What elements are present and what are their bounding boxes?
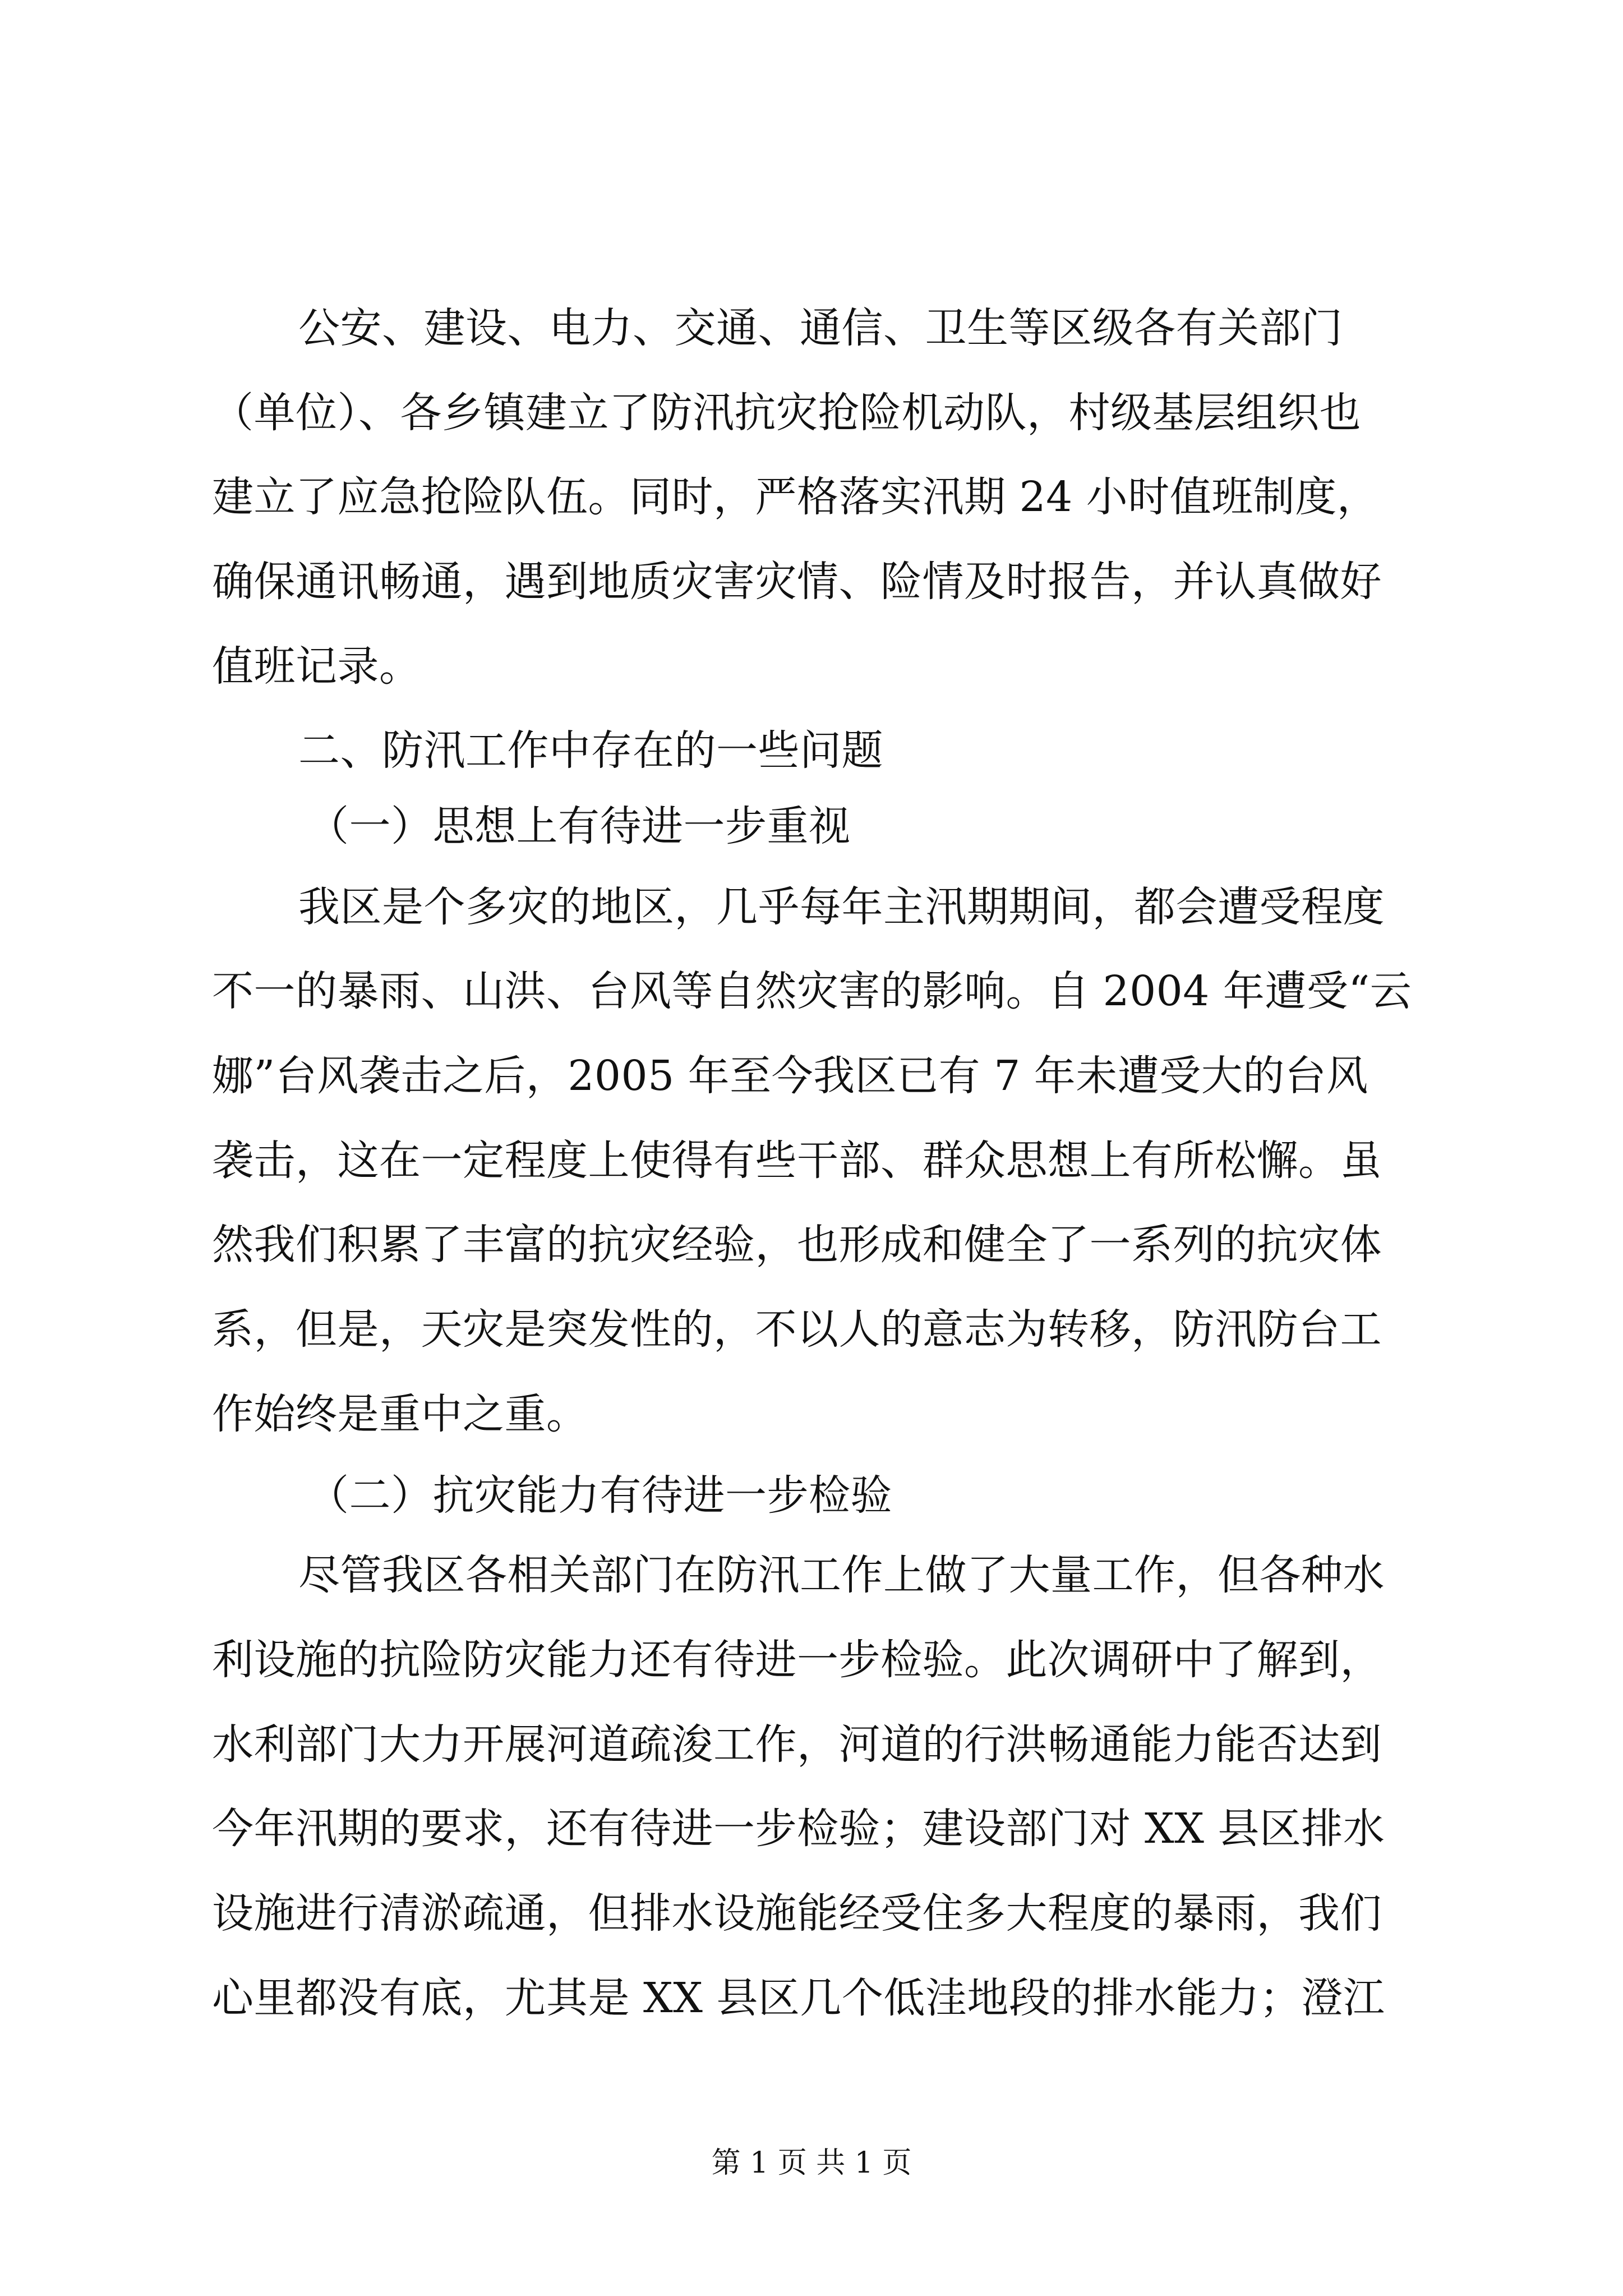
paragraph-line: （单位）、各乡镇建立了防汛抗灾抢险机动队，村级基层组织也 bbox=[212, 389, 1361, 437]
subsection-heading: （二）抗灾能力有待进一步检验 bbox=[307, 1471, 892, 1520]
section-heading: 二、防汛工作中存在的一些问题 bbox=[298, 726, 883, 775]
page-footer: 第 1 页 共 1 页 bbox=[711, 2146, 912, 2180]
paragraph-line: 我区是个多灾的地区，几乎每年主汛期期间，都会遭受程度 bbox=[298, 883, 1385, 931]
paragraph-line: 值班记录。 bbox=[212, 642, 421, 691]
paragraph-line: 今年汛期的要求，还有待进一步检验；建设部门对 XX 县区排水 bbox=[212, 1805, 1385, 1853]
paragraph-line: 不一的暴雨、山洪、台风等自然灾害的影响。自 2004 年遭受“云 bbox=[212, 967, 1412, 1015]
paragraph-line: 设施进行清淤疏通，但排水设施能经受住多大程度的暴雨，我们 bbox=[212, 1889, 1382, 1938]
paragraph-line: 袭击，这在一定程度上使得有些干部、群众思想上有所松懈。虽 bbox=[212, 1137, 1382, 1185]
paragraph-line: 利设施的抗险防灾能力还有待进一步检验。此次调研中了解到， bbox=[212, 1636, 1382, 1684]
paragraph-line: 建立了应急抢险队伍。同时，严格落实汛期 24 小时值班制度， bbox=[212, 473, 1379, 521]
paragraph-line: 确保通讯畅通，遇到地质灾害灾情、险情及时报告，并认真做好 bbox=[212, 558, 1382, 606]
paragraph-line: 尽管我区各相关部门在防汛工作上做了大量工作，但各种水 bbox=[298, 1551, 1385, 1599]
paragraph-line: 娜”台风袭击之后，2005 年至今我区已有 7 年未遭受大的台风 bbox=[212, 1052, 1368, 1100]
paragraph-line: 然我们积累了丰富的抗灾经验，也形成和健全了一系列的抗灾体 bbox=[212, 1221, 1382, 1269]
paragraph-line: 心里都没有底，尤其是 XX 县区几个低洼地段的排水能力；澄江 bbox=[212, 1974, 1385, 2022]
paragraph-line: 公安、建设、电力、交通、通信、卫生等区级各有关部门 bbox=[298, 304, 1343, 352]
paragraph-line: 水利部门大力开展河道疏浚工作，河道的行洪畅通能力能否达到 bbox=[212, 1720, 1382, 1769]
paragraph-line: 系，但是，天灾是突发性的，不以人的意志为转移，防汛防台工 bbox=[212, 1305, 1382, 1354]
subsection-heading: （一）思想上有待进一步重视 bbox=[307, 802, 851, 850]
paragraph-line: 作始终是重中之重。 bbox=[212, 1390, 588, 1438]
